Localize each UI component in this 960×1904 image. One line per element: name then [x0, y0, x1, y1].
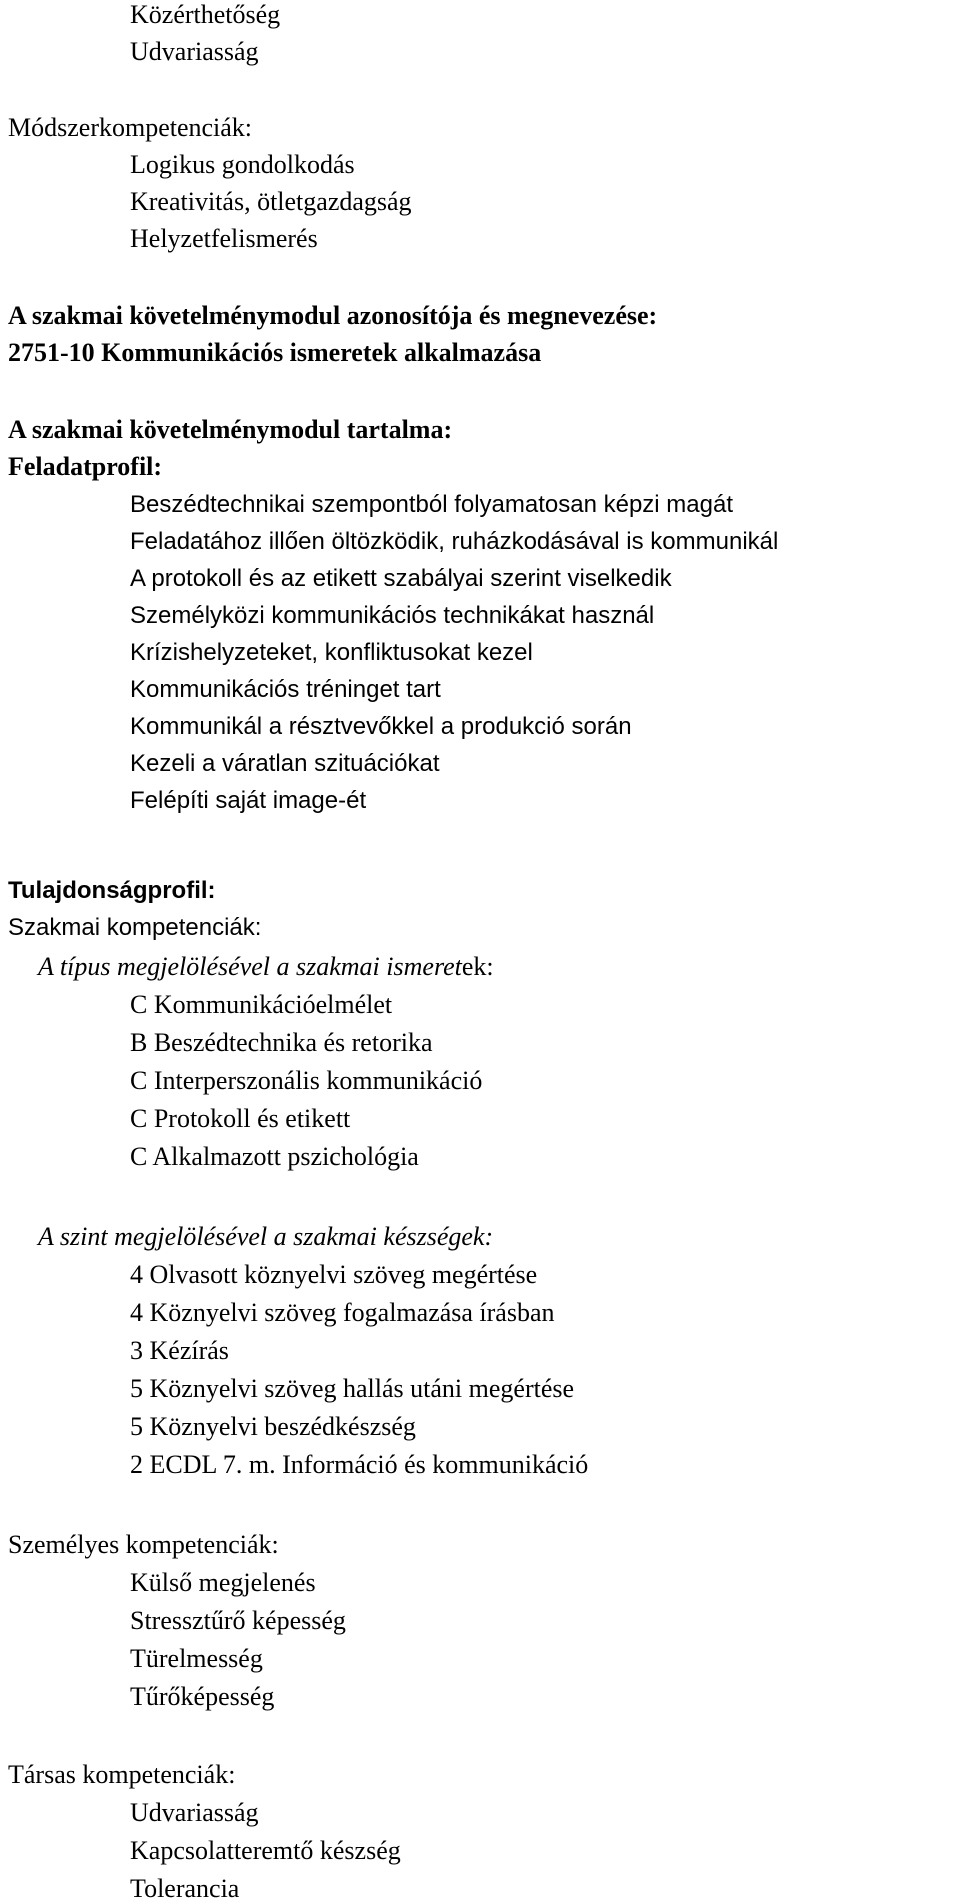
list-item: Stressztűrő képesség [130, 1606, 346, 1635]
list-item: Udvariasság [130, 1798, 259, 1827]
list-item: Kommunikál a résztvevőkkel a produkció során [130, 713, 632, 740]
keszsegek-heading: A szint megjelölésével a szakmai készségek: [38, 1222, 494, 1251]
list-item: 4 Köznyelvi szöveg fogalmazása írásban [130, 1298, 555, 1327]
list-item: C Alkalmazott pszichológia [130, 1142, 419, 1171]
module-id-heading: A szakmai követelménymodul azonosítója és megnevezése: [8, 301, 658, 330]
list-item: Türelmesség [130, 1644, 263, 1673]
list-item: Udvariasság [130, 37, 259, 66]
list-item: 5 Köznyelvi beszédkészség [130, 1412, 416, 1441]
list-item: 2 ECDL 7. m. Információ és kommunikáció [130, 1450, 589, 1479]
list-item: Kommunikációs tréninget tart [130, 676, 441, 703]
list-item: Kreativitás, ötletgazdagság [130, 187, 412, 216]
list-item: Külső megjelenés [130, 1568, 316, 1597]
list-item: 5 Köznyelvi szöveg hallás utáni megértése [130, 1374, 575, 1403]
section-heading-modszerkompetenciak: Módszerkompetenciák: [8, 113, 253, 142]
szakmai-kompetenciak-heading: Szakmai kompetenciák: [8, 914, 262, 941]
list-item: Felépíti saját image-ét [130, 787, 367, 814]
szemelyes-kompetenciak-heading: Személyes kompetenciák: [8, 1530, 279, 1559]
list-item: 4 Olvasott köznyelvi szöveg megértése [130, 1260, 538, 1289]
feladatprofil-heading: Feladatprofil: [8, 452, 163, 481]
list-item: Közérthetőség [130, 0, 281, 29]
list-item: C Protokoll és etikett [130, 1104, 351, 1133]
list-item: B Beszédtechnika és retorika [130, 1028, 433, 1057]
list-item: A protokoll és az etikett szabályai szerint viselkedik [130, 565, 672, 592]
tarsas-kompetenciak-heading: Társas kompetenciák: [8, 1760, 236, 1789]
list-item: Beszédtechnikai szempontból folyamatosan képzi magát [130, 491, 733, 518]
list-item: Logikus gondolkodás [130, 150, 355, 179]
module-id-value: 2751-10 Kommunikációs ismeretek alkalmazása [8, 338, 542, 367]
ismeretek-heading-italic: A típus megjelölésével a szakmai ismeret [38, 952, 462, 981]
tulajdonsagprofil-heading: Tulajdonságprofil: [8, 877, 216, 904]
list-item: Feladatához illően öltözködik, ruházkodásával is kommunikál [130, 528, 779, 555]
module-content-heading: A szakmai követelménymodul tartalma: [8, 415, 453, 444]
ismeretek-heading [38, 952, 494, 982]
list-item: Kapcsolatteremtő készség [130, 1836, 401, 1865]
list-item: C Kommunikációelmélet [130, 990, 393, 1019]
list-item: C Interperszonális kommunikáció [130, 1066, 483, 1095]
list-item: Helyzetfelismerés [130, 224, 318, 253]
list-item: Személyközi kommunikációs technikákat használ [130, 602, 655, 629]
list-item: 3 Kézírás [130, 1336, 229, 1365]
list-item: Tűrőképesség [130, 1682, 275, 1711]
ismeretek-heading-tail: ek: [461, 952, 494, 981]
list-item: Kezeli a váratlan szituációkat [130, 750, 440, 777]
list-item: Tolerancia [130, 1874, 240, 1903]
list-item: Krízishelyzeteket, konfliktusokat kezel [130, 639, 533, 666]
